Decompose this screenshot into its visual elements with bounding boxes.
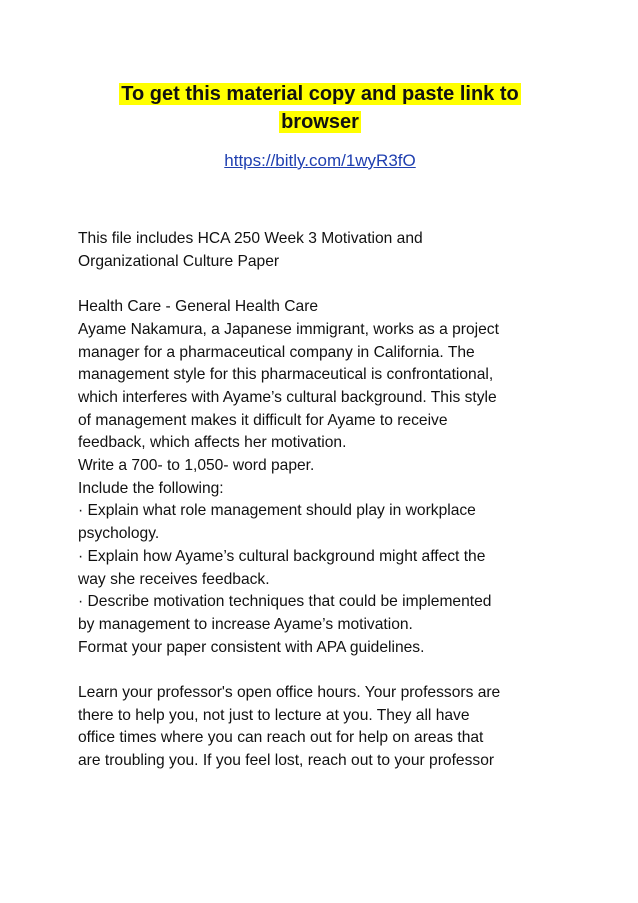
text-line: psychology.: [78, 525, 160, 543]
text-line: way she receives feedback.: [78, 570, 270, 588]
text-line: Write a 700- to 1,050- word paper.: [78, 457, 315, 475]
text-line: are troubling you. If you feel lost, reach out to your professor: [78, 752, 495, 770]
text-line: by management to increase Ayame’s motivation.: [78, 615, 413, 633]
material-link[interactable]: https://bitly.com/1wyR3fO: [224, 151, 416, 170]
text-line: Organizational Culture Paper: [78, 252, 280, 270]
text-line: Include the following:: [78, 479, 224, 497]
header: [78, 80, 562, 172]
text-line: there to help you, not just to lecture at you. They all have: [78, 706, 470, 724]
text-line: · Describe motivation techniques that could be implemented: [78, 593, 492, 611]
title-line-2: browser: [281, 111, 359, 133]
page-title: [78, 80, 562, 136]
text-line: This file includes HCA 250 Week 3 Motivation and: [78, 230, 423, 247]
text-line: manager for a pharmaceutical company in California. The: [78, 343, 475, 361]
intro-paragraph: [78, 228, 564, 273]
title-line-1: To get this material copy and paste link to: [121, 83, 519, 105]
text-line: Health Care - General Health Care: [78, 298, 319, 316]
text-line: Ayame Nakamura, a Japanese immigrant, works as a project: [78, 320, 499, 338]
text-line: Format your paper consistent with APA guidelines.: [78, 638, 425, 656]
text-line: · Explain what role management should play in workplace: [78, 502, 476, 520]
text-line: · Explain how Ayame’s cultural background might affect the: [78, 547, 486, 565]
assignment-paragraph: [78, 296, 564, 659]
text-line: feedback, which affects her motivation.: [78, 434, 347, 452]
advice-paragraph: [78, 682, 564, 773]
document-body: [78, 228, 564, 796]
text-line: office times where you can reach out for help on areas that: [78, 729, 484, 747]
text-line: Learn your professor's open office hours. Your professors are: [78, 684, 501, 702]
text-line: which interferes with Ayame’s cultural background. This style: [78, 388, 497, 406]
text-line: management style for this pharmaceutical is confrontational,: [78, 366, 494, 384]
text-line: of management makes it difficult for Ayame to receive: [78, 411, 448, 429]
